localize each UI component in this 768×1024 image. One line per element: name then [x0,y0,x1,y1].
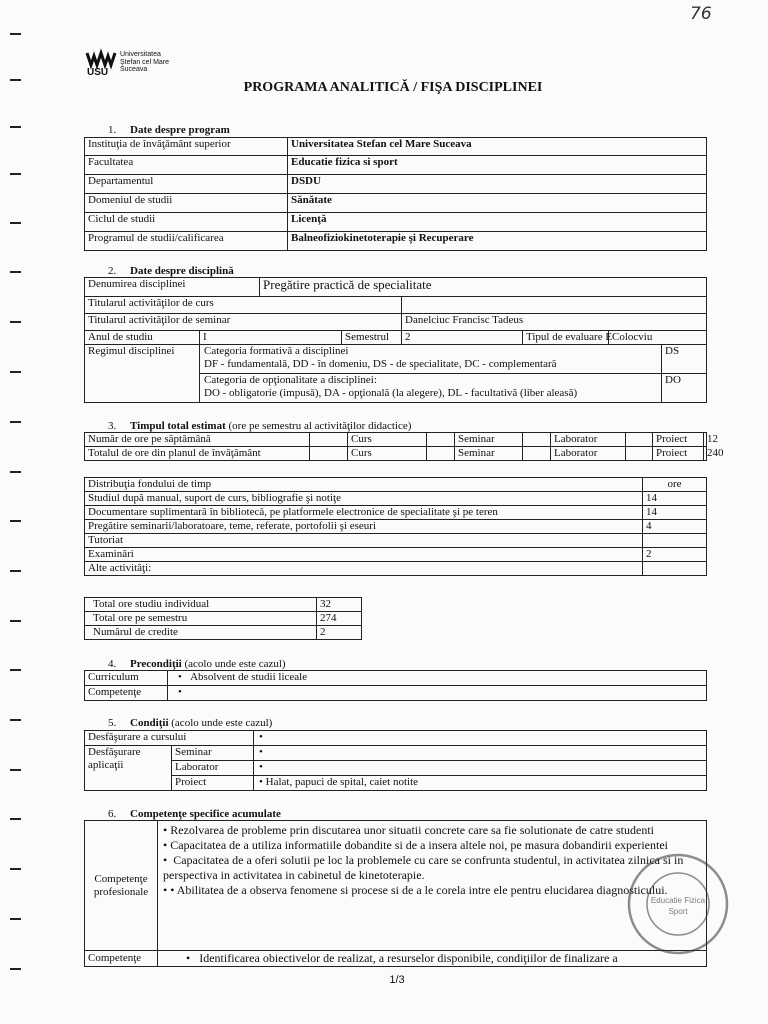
table-row: Titularul activităţilor de seminar Danelciuc Francisc Tadeus [85,314,707,331]
table-row: Categoria de opţionalitate a disciplinei: DO - obligatorie (impusă), DA - opţională (la alegere), DL - facultativă (liber aleasă) DO [85,374,707,403]
section-4-heading: 4. Precondiţii (acolo unde este cazul) [108,658,286,670]
table-row: Examinări 2 [85,548,707,562]
table-row: Competenţe • Identificarea obiectivelor de realizat, a resurselor disponibile, condiţiilor de finalizare a [85,951,707,967]
table-row: Regimul disciplinei Categoria formativă a disciplinei DF - fundamentală, DD - în domeniu, DS - de specialitate, DC - complementară DS [85,345,707,374]
table-row: Număr de ore pe săptămână Curs Seminar Laborator Proiect 12 [85,433,707,447]
competences-table [84,820,707,967]
table-row: Ciclul de studii Licenţă [85,213,707,232]
section-2-heading: 2. Date despre disciplină [108,265,234,277]
logo-line1: Universitatea [120,51,161,58]
table-row: Instituţia de învăţământ superior Universitatea Stefan cel Mare Suceava [85,138,707,156]
table-row: Denumirea disciplinei Pregătire practică de specialitate [85,278,707,297]
table-row: Anul de studiu I Semestrul 2 Tipul de evaluare E Colocviu [85,331,707,345]
section-6-heading: 6. Competenţe specifice acumulate [108,808,281,820]
logo-abbr: USU [87,67,109,78]
page-title: PROGRAMA ANALITICĂ / FIŞA DISCIPLINEI [243,80,543,95]
section-1-heading: 1. Date despre program [108,124,230,136]
table-row: Curriculum • Absolvent de studii liceale [85,671,707,686]
faculty-stamp [626,852,730,956]
table-row: Programul de studii/calificarea Balneofiziokinetoterapie şi Recuperare [85,232,707,251]
conditions-table [84,730,707,791]
list-item: • Rezolvarea de probleme prin discutarea unor situatii concrete care sa fie solutionate de catre studenti [163,823,654,837]
table-row: Departamentul DSDU [85,175,707,194]
program-table [84,137,707,251]
logo-line3: Suceava [120,66,148,73]
hours-table [84,432,724,461]
table-row: Pregătire seminarii/laboratoare, teme, referate, portofolii şi eseuri 4 [85,520,707,534]
stamp-line2: Sport [668,907,688,916]
table-row: Totalul de ore din planul de învăţământ Curs Seminar Laborator Proiect 240 [85,447,707,461]
discipline-table [84,277,707,403]
section-3-heading: 3. Timpul total estimat (ore pe semestru al activităţilor didactice) [108,420,412,432]
corner-number: 76 [690,4,712,24]
section-5-heading: 5. Condiţii (acolo unde este cazul) [108,717,273,729]
logo-line2: Ştefan cel Mare [120,58,170,66]
table-row: Numărul de credite 2 [85,626,362,640]
table-row: Distribuţia fondului de timp ore [85,478,707,492]
table-row: Desfăşurare a cursului • [85,731,707,746]
table-row: Titularul activităţilor de curs [85,297,707,314]
list-item: • • Abilitatea de a observa fenomene si procese si de a le corela intre ele pentru elucidarea diagnosticului. [163,883,668,897]
table-row: Competenţe • [85,686,707,701]
university-logo [86,51,206,81]
table-row: Laborator • [85,761,707,776]
table-row: Desfăşurare aplicaţii Seminar • [85,746,707,761]
table-row: Proiect • Halat, papuci de spital, caiet notite [85,776,707,791]
list-item: • Capacitatea de a utiliza informatiile dobandite si de a insera altele noi, pe masura dobandirii experientei [163,838,669,852]
page-number: 1/3 [389,974,405,986]
preconditions-table [84,670,707,701]
logo-emblem-icon [86,51,116,67]
table-row: Studiul după manual, suport de curs, bibliografie şi notiţe 14 [85,492,707,506]
table-row: Alte activităţi: [85,562,707,576]
totals-table [84,597,362,640]
time-distribution-table [84,477,707,576]
table-row: Tutoriat [85,534,707,548]
table-row: Total ore studiu individual 32 [85,598,362,612]
table-row: Facultatea Educatie fizica si sport [85,156,707,175]
table-row: Total ore pe semestru 274 [85,612,362,626]
table-row: Documentare suplimentară în bibliotecă, pe platformele electronice de specialitate şi pe teren 14 [85,506,707,520]
stamp-line1: Educatie Fizica [650,896,706,905]
table-row: Domeniul de studii Sănătate [85,194,707,213]
table-row: Competenţe profesionale • Rezolvarea de probleme prin discutarea unor situatii concrete care sa fie solutionate de catre studenti • Capacitatea de a utiliza informatiile dobandite si de a insera altele noi, pe masura dobandirii experientei • Capacitatea de a oferi solutii pe loc la problemele cu care se confrunta studentul, in activitatea zilnica si in perspectiva in activitatea in cabinetul de kinetoterapie. • • Abilitatea de a observa fenomene si procese si de a le corela intre ele pentru elucidarea diagnosticului. [85,821,707,951]
list-item: • Capacitatea de a oferi solutii pe loc la problemele cu care se confrunta studentul, in activitatea zilnica si in perspectiva in activitatea in cabinetul de kinetoterapie. [163,853,684,882]
